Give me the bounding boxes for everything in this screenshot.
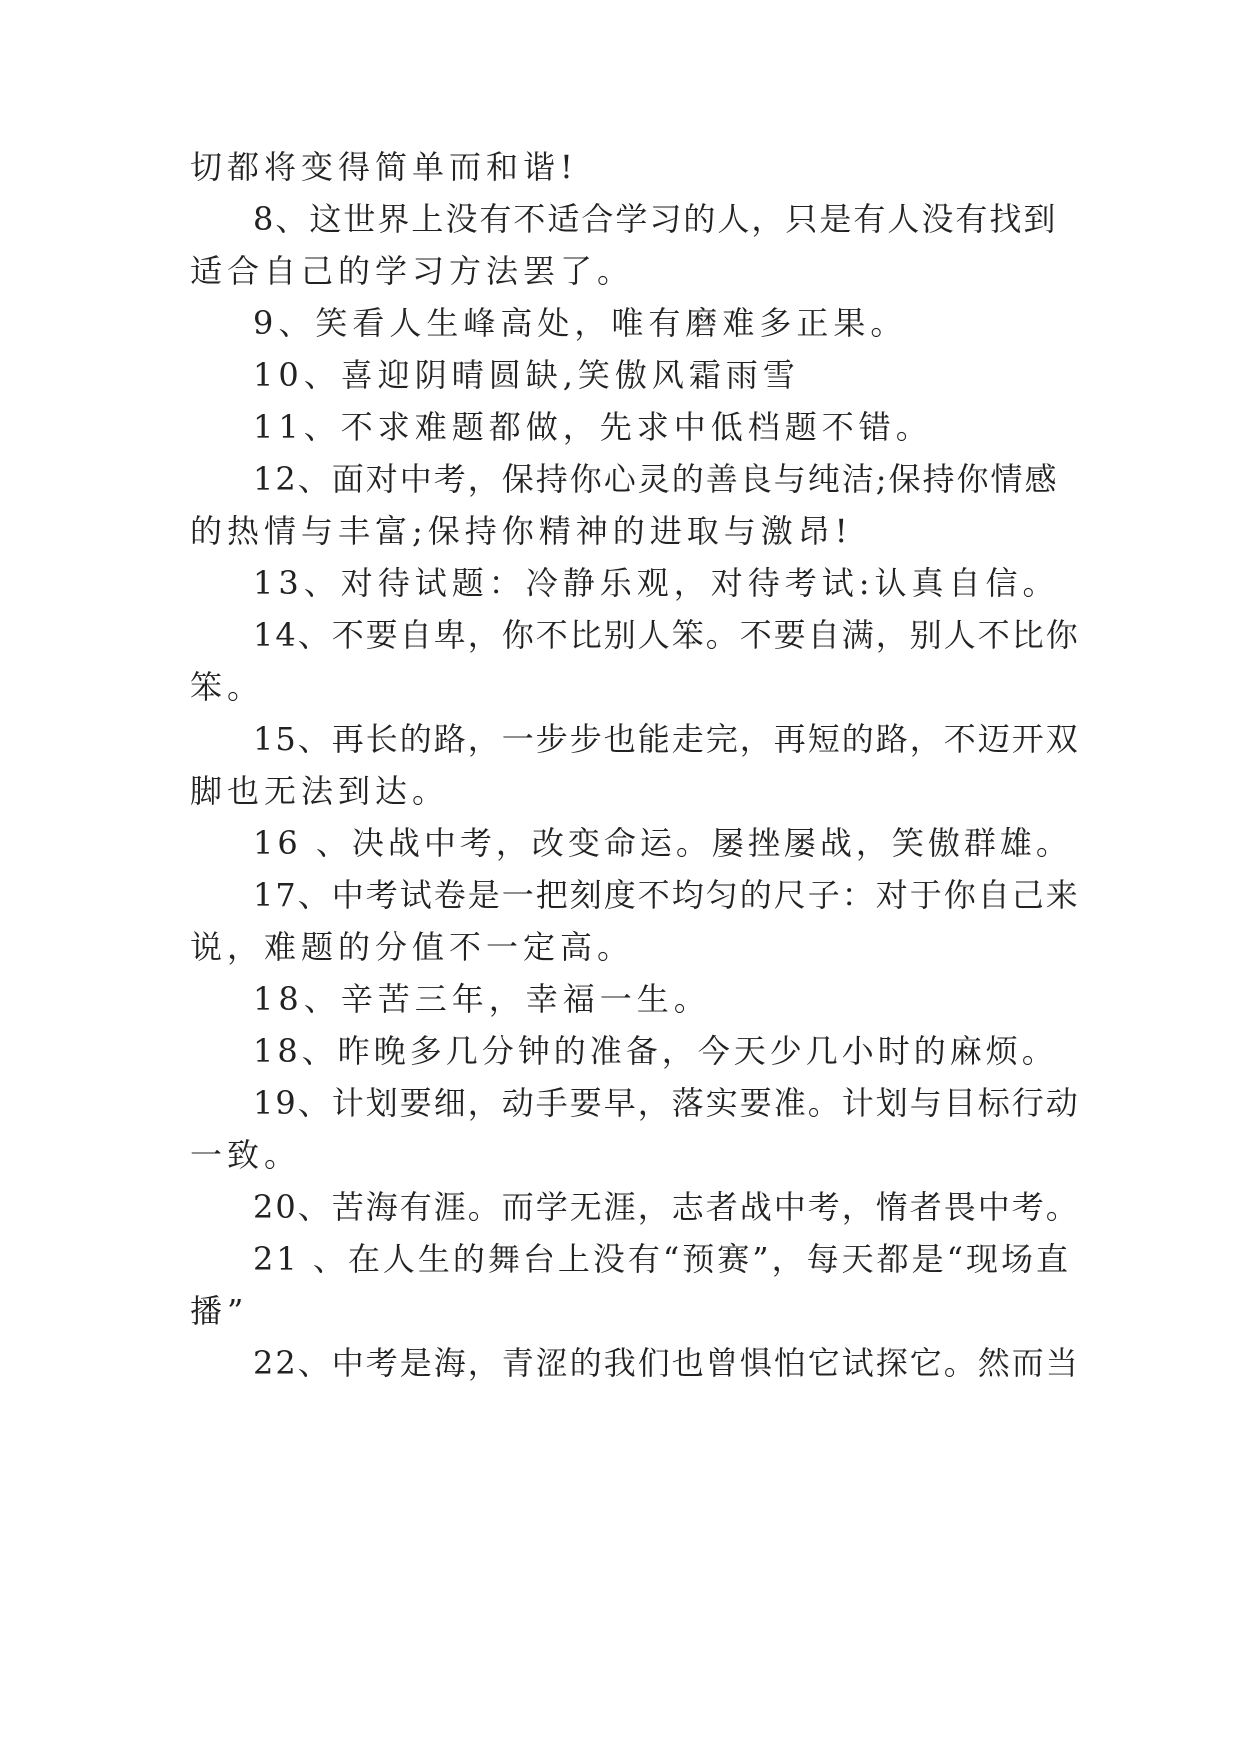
text-line: 12、面对中考，保持你心灵的善良与纯洁;保持你情感 <box>253 460 1059 498</box>
text-line: 10、喜迎阴晴圆缺,笑傲风霜雨雪 <box>253 356 800 394</box>
text-line: 22、中考是海，青涩的我们也曾惧怕它试探它。然而当 <box>253 1344 1080 1382</box>
text-line: 脚也无法到达。 <box>190 772 450 810</box>
text-line: 15、再长的路，一步步也能走完，再短的路，不迈开双 <box>253 720 1080 758</box>
text-line: 适合自己的学习方法罢了。 <box>190 252 635 290</box>
text-line: 13、对待试题：冷静乐观，对待考试:认真自信。 <box>253 564 1060 602</box>
text-line: 17、中考试卷是一把刻度不均匀的尺子：对于你自己来 <box>253 876 1080 914</box>
text-line: 14、不要自卑，你不比别人笨。不要自满，别人不比你 <box>253 616 1080 654</box>
text-line: 8、这世界上没有不适合学习的人，只是有人没有找到 <box>253 200 1058 238</box>
text-line: 20、苦海有涯。而学无涯，志者战中考，惰者畏中考。 <box>253 1188 1080 1226</box>
text-line: 16 、决战中考，改变命运。屡挫屡战，笑傲群雄。 <box>253 824 1072 862</box>
text-line: 一致。 <box>190 1136 302 1174</box>
text-line: 播” <box>190 1292 249 1330</box>
text-line: 的热情与丰富;保持你精神的进取与激昂! <box>190 512 853 550</box>
text-line: 笨。 <box>190 668 265 706</box>
text-line: 18、昨晚多几分钟的准备，今天少几小时的麻烦。 <box>253 1032 1058 1070</box>
text-line: 18、辛苦三年，幸福一生。 <box>253 980 711 1018</box>
text-line: 11、不求难题都做，先求中低档题不错。 <box>253 408 933 446</box>
text-line: 切都将变得简单而和谐! <box>190 148 578 186</box>
text-line: 19、计划要细，动手要早，落实要准。计划与目标行动 <box>253 1084 1080 1122</box>
text-line: 9、笑看人生峰高处，唯有磨难多正果。 <box>253 304 908 342</box>
text-line: 说，难题的分值不一定高。 <box>190 928 635 966</box>
text-line: 21 、在人生的舞台上没有“预赛”，每天都是“现场直 <box>253 1240 1071 1278</box>
